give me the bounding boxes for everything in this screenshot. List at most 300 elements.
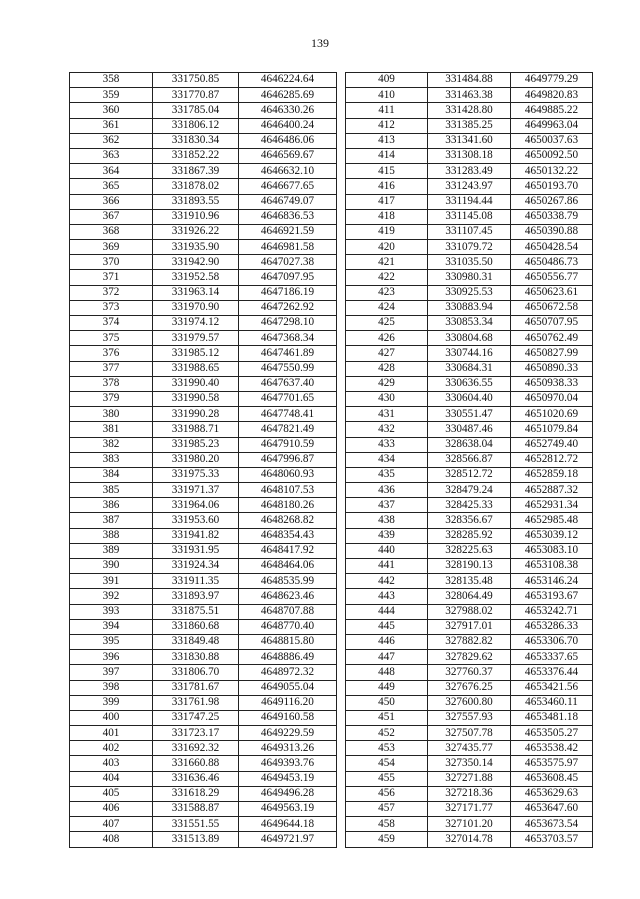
x-coordinate-cell: 330925.53 — [428, 285, 511, 300]
x-coordinate-cell: 331750.85 — [153, 73, 239, 88]
table-row — [346, 802, 593, 817]
y-coordinate-cell: 4653673.54 — [511, 817, 593, 832]
y-coordinate-cell: 4650428.54 — [511, 240, 593, 255]
table-row — [70, 467, 337, 482]
table-row — [346, 756, 593, 771]
y-coordinate-cell: 4649313.26 — [239, 741, 337, 756]
y-coordinate-cell: 4649116.20 — [239, 695, 337, 710]
table-row — [70, 589, 337, 604]
x-coordinate-cell: 330744.16 — [428, 346, 511, 361]
y-coordinate-cell: 4646285.69 — [239, 88, 337, 103]
table-row — [70, 574, 337, 589]
y-coordinate-cell: 4649453.19 — [239, 771, 337, 786]
x-coordinate-cell: 331975.33 — [153, 467, 239, 482]
table-row — [70, 376, 337, 391]
y-coordinate-cell: 4651020.69 — [511, 407, 593, 422]
point-number-cell: 444 — [346, 604, 428, 619]
y-coordinate-cell: 4646569.67 — [239, 148, 337, 163]
x-coordinate-cell: 328135.48 — [428, 574, 511, 589]
table-row — [346, 255, 593, 270]
table-row — [70, 437, 337, 452]
point-number-cell: 426 — [346, 331, 428, 346]
y-coordinate-cell: 4649393.76 — [239, 756, 337, 771]
table-row — [70, 422, 337, 437]
table-row — [346, 543, 593, 558]
table-row — [346, 695, 593, 710]
y-coordinate-cell: 4653421.56 — [511, 680, 593, 695]
y-coordinate-cell: 4650623.61 — [511, 285, 593, 300]
y-coordinate-cell: 4653629.63 — [511, 786, 593, 801]
point-number-cell: 377 — [70, 361, 153, 376]
point-number-cell: 431 — [346, 407, 428, 422]
y-coordinate-cell: 4648464.06 — [239, 559, 337, 574]
point-number-cell: 389 — [70, 543, 153, 558]
table-row — [346, 498, 593, 513]
table-row — [70, 88, 337, 103]
point-number-cell: 427 — [346, 346, 428, 361]
point-number-cell: 387 — [70, 513, 153, 528]
y-coordinate-cell: 4648707.88 — [239, 604, 337, 619]
point-number-cell: 378 — [70, 376, 153, 391]
y-coordinate-cell: 4650672.58 — [511, 300, 593, 315]
point-number-cell: 445 — [346, 619, 428, 634]
x-coordinate-cell: 331852.22 — [153, 148, 239, 163]
table-row — [70, 528, 337, 543]
table-row — [346, 148, 593, 163]
x-coordinate-cell: 331893.97 — [153, 589, 239, 604]
point-number-cell: 410 — [346, 88, 428, 103]
table-row — [346, 559, 593, 574]
table-row — [346, 422, 593, 437]
point-number-cell: 446 — [346, 634, 428, 649]
table-row — [346, 437, 593, 452]
table-row — [70, 695, 337, 710]
y-coordinate-cell: 4647298.10 — [239, 316, 337, 331]
point-number-cell: 435 — [346, 467, 428, 482]
y-coordinate-cell: 4646400.24 — [239, 118, 337, 133]
x-coordinate-cell: 331931.95 — [153, 543, 239, 558]
x-coordinate-cell: 331463.38 — [428, 88, 511, 103]
x-coordinate-cell: 331385.25 — [428, 118, 511, 133]
y-coordinate-cell: 4650970.04 — [511, 391, 593, 406]
point-number-cell: 394 — [70, 619, 153, 634]
table-row — [346, 133, 593, 148]
table-row — [70, 604, 337, 619]
table-row — [346, 361, 593, 376]
x-coordinate-cell: 327350.14 — [428, 756, 511, 771]
y-coordinate-cell: 4649721.97 — [239, 832, 337, 847]
x-coordinate-cell: 331636.46 — [153, 771, 239, 786]
table-row — [346, 589, 593, 604]
table-row — [70, 133, 337, 148]
point-number-cell: 420 — [346, 240, 428, 255]
x-coordinate-cell: 331985.12 — [153, 346, 239, 361]
point-number-cell: 390 — [70, 559, 153, 574]
x-coordinate-cell: 328638.04 — [428, 437, 511, 452]
y-coordinate-cell: 4653039.12 — [511, 528, 593, 543]
table-row — [346, 316, 593, 331]
y-coordinate-cell: 4653575.97 — [511, 756, 593, 771]
coordinates-table-right — [345, 72, 593, 848]
x-coordinate-cell: 331988.65 — [153, 361, 239, 376]
table-row — [346, 376, 593, 391]
table-row — [346, 634, 593, 649]
point-number-cell: 375 — [70, 331, 153, 346]
point-number-cell: 407 — [70, 817, 153, 832]
point-number-cell: 388 — [70, 528, 153, 543]
table-row — [70, 559, 337, 574]
x-coordinate-cell: 331785.04 — [153, 103, 239, 118]
y-coordinate-cell: 4648268.82 — [239, 513, 337, 528]
y-coordinate-cell: 4647637.40 — [239, 376, 337, 391]
point-number-cell: 436 — [346, 483, 428, 498]
x-coordinate-cell: 331875.51 — [153, 604, 239, 619]
y-coordinate-cell: 4647821.49 — [239, 422, 337, 437]
table-row — [70, 361, 337, 376]
point-number-cell: 411 — [346, 103, 428, 118]
x-coordinate-cell: 331806.70 — [153, 665, 239, 680]
point-number-cell: 458 — [346, 817, 428, 832]
point-number-cell: 423 — [346, 285, 428, 300]
y-coordinate-cell: 4648535.99 — [239, 574, 337, 589]
point-number-cell: 454 — [346, 756, 428, 771]
point-number-cell: 401 — [70, 726, 153, 741]
table-row — [70, 786, 337, 801]
x-coordinate-cell: 331990.40 — [153, 376, 239, 391]
x-coordinate-cell: 331849.48 — [153, 634, 239, 649]
table-row — [70, 179, 337, 194]
point-number-cell: 393 — [70, 604, 153, 619]
x-coordinate-cell: 331941.82 — [153, 528, 239, 543]
point-number-cell: 447 — [346, 650, 428, 665]
point-number-cell: 399 — [70, 695, 153, 710]
x-coordinate-cell: 331761.98 — [153, 695, 239, 710]
table-row — [346, 817, 593, 832]
x-coordinate-cell: 331926.22 — [153, 224, 239, 239]
point-number-cell: 422 — [346, 270, 428, 285]
table-row — [70, 634, 337, 649]
table-row — [346, 300, 593, 315]
y-coordinate-cell: 4650707.95 — [511, 316, 593, 331]
x-coordinate-cell: 330636.55 — [428, 376, 511, 391]
y-coordinate-cell: 4646981.58 — [239, 240, 337, 255]
table-row — [346, 118, 593, 133]
y-coordinate-cell: 4649885.22 — [511, 103, 593, 118]
table-row — [70, 741, 337, 756]
table-row — [346, 452, 593, 467]
point-number-cell: 372 — [70, 285, 153, 300]
y-coordinate-cell: 4650827.99 — [511, 346, 593, 361]
x-coordinate-cell: 328425.33 — [428, 498, 511, 513]
x-coordinate-cell: 331747.25 — [153, 710, 239, 725]
y-coordinate-cell: 4653337.65 — [511, 650, 593, 665]
y-coordinate-cell: 4649779.29 — [511, 73, 593, 88]
y-coordinate-cell: 4648815.80 — [239, 634, 337, 649]
point-number-cell: 361 — [70, 118, 153, 133]
x-coordinate-cell: 327557.93 — [428, 710, 511, 725]
table-row — [346, 346, 593, 361]
y-coordinate-cell: 4653538.42 — [511, 741, 593, 756]
point-number-cell: 395 — [70, 634, 153, 649]
y-coordinate-cell: 4653505.27 — [511, 726, 593, 741]
table-row — [346, 574, 593, 589]
y-coordinate-cell: 4649229.59 — [239, 726, 337, 741]
x-coordinate-cell: 328479.24 — [428, 483, 511, 498]
table-row — [70, 391, 337, 406]
point-number-cell: 441 — [346, 559, 428, 574]
point-number-cell: 415 — [346, 164, 428, 179]
point-number-cell: 364 — [70, 164, 153, 179]
table-row — [346, 391, 593, 406]
table-row — [346, 741, 593, 756]
table-row — [70, 650, 337, 665]
x-coordinate-cell: 330980.31 — [428, 270, 511, 285]
table-row — [70, 771, 337, 786]
table-row — [70, 680, 337, 695]
point-number-cell: 432 — [346, 422, 428, 437]
x-coordinate-cell: 330804.68 — [428, 331, 511, 346]
y-coordinate-cell: 4648180.26 — [239, 498, 337, 513]
x-coordinate-cell: 331770.87 — [153, 88, 239, 103]
y-coordinate-cell: 4647186.19 — [239, 285, 337, 300]
point-number-cell: 386 — [70, 498, 153, 513]
point-number-cell: 402 — [70, 741, 153, 756]
x-coordinate-cell: 331988.71 — [153, 422, 239, 437]
point-number-cell: 392 — [70, 589, 153, 604]
x-coordinate-cell: 331980.20 — [153, 452, 239, 467]
y-coordinate-cell: 4647262.92 — [239, 300, 337, 315]
x-coordinate-cell: 327988.02 — [428, 604, 511, 619]
x-coordinate-cell: 331963.14 — [153, 285, 239, 300]
point-number-cell: 369 — [70, 240, 153, 255]
y-coordinate-cell: 4649963.04 — [511, 118, 593, 133]
point-number-cell: 371 — [70, 270, 153, 285]
y-coordinate-cell: 4648972.32 — [239, 665, 337, 680]
y-coordinate-cell: 4647368.34 — [239, 331, 337, 346]
table-row — [346, 285, 593, 300]
point-number-cell: 380 — [70, 407, 153, 422]
point-number-cell: 373 — [70, 300, 153, 315]
table-row — [70, 619, 337, 634]
x-coordinate-cell: 331341.60 — [428, 133, 511, 148]
x-coordinate-cell: 331924.34 — [153, 559, 239, 574]
x-coordinate-cell: 327882.82 — [428, 634, 511, 649]
y-coordinate-cell: 4653193.67 — [511, 589, 593, 604]
table-row — [70, 316, 337, 331]
y-coordinate-cell: 4647097.95 — [239, 270, 337, 285]
point-number-cell: 439 — [346, 528, 428, 543]
y-coordinate-cell: 4653647.60 — [511, 802, 593, 817]
y-coordinate-cell: 4650267.86 — [511, 194, 593, 209]
point-number-cell: 455 — [346, 771, 428, 786]
point-number-cell: 368 — [70, 224, 153, 239]
point-number-cell: 365 — [70, 179, 153, 194]
point-number-cell: 384 — [70, 467, 153, 482]
x-coordinate-cell: 327271.88 — [428, 771, 511, 786]
y-coordinate-cell: 4646486.06 — [239, 133, 337, 148]
table-row — [70, 255, 337, 270]
table-row — [70, 483, 337, 498]
x-coordinate-cell: 327676.25 — [428, 680, 511, 695]
x-coordinate-cell: 331194.44 — [428, 194, 511, 209]
y-coordinate-cell: 4653306.70 — [511, 634, 593, 649]
point-number-cell: 416 — [346, 179, 428, 194]
x-coordinate-cell: 331107.45 — [428, 224, 511, 239]
point-number-cell: 382 — [70, 437, 153, 452]
table-row — [70, 498, 337, 513]
point-number-cell: 434 — [346, 452, 428, 467]
x-coordinate-cell: 327507.78 — [428, 726, 511, 741]
point-number-cell: 425 — [346, 316, 428, 331]
point-number-cell: 459 — [346, 832, 428, 847]
x-coordinate-cell: 328190.13 — [428, 559, 511, 574]
point-number-cell: 396 — [70, 650, 153, 665]
x-coordinate-cell: 331970.90 — [153, 300, 239, 315]
x-coordinate-cell: 331830.34 — [153, 133, 239, 148]
point-number-cell: 449 — [346, 680, 428, 695]
table-row — [70, 148, 337, 163]
point-number-cell: 451 — [346, 710, 428, 725]
point-number-cell: 409 — [346, 73, 428, 88]
x-coordinate-cell: 327014.78 — [428, 832, 511, 847]
point-number-cell: 374 — [70, 316, 153, 331]
y-coordinate-cell: 4650762.49 — [511, 331, 593, 346]
table-row — [346, 619, 593, 634]
table-row — [70, 513, 337, 528]
point-number-cell: 437 — [346, 498, 428, 513]
x-coordinate-cell: 330853.34 — [428, 316, 511, 331]
table-row — [70, 118, 337, 133]
point-number-cell: 405 — [70, 786, 153, 801]
x-coordinate-cell: 331283.49 — [428, 164, 511, 179]
x-coordinate-cell: 331893.55 — [153, 194, 239, 209]
table-row — [346, 88, 593, 103]
x-coordinate-cell: 331079.72 — [428, 240, 511, 255]
table-row — [70, 543, 337, 558]
point-number-cell: 362 — [70, 133, 153, 148]
x-coordinate-cell: 327435.77 — [428, 741, 511, 756]
table-row — [70, 224, 337, 239]
point-number-cell: 398 — [70, 680, 153, 695]
point-number-cell: 452 — [346, 726, 428, 741]
x-coordinate-cell: 331428.80 — [428, 103, 511, 118]
point-number-cell: 404 — [70, 771, 153, 786]
x-coordinate-cell: 330604.40 — [428, 391, 511, 406]
y-coordinate-cell: 4648107.53 — [239, 483, 337, 498]
y-coordinate-cell: 4653608.45 — [511, 771, 593, 786]
table-row — [70, 240, 337, 255]
y-coordinate-cell: 4650890.33 — [511, 361, 593, 376]
y-coordinate-cell: 4649644.18 — [239, 817, 337, 832]
point-number-cell: 367 — [70, 209, 153, 224]
x-coordinate-cell: 331990.28 — [153, 407, 239, 422]
point-number-cell: 376 — [70, 346, 153, 361]
table-row — [346, 650, 593, 665]
table-row — [346, 467, 593, 482]
x-coordinate-cell: 330684.31 — [428, 361, 511, 376]
x-coordinate-cell: 331308.18 — [428, 148, 511, 163]
point-number-cell: 414 — [346, 148, 428, 163]
point-number-cell: 412 — [346, 118, 428, 133]
point-number-cell: 442 — [346, 574, 428, 589]
y-coordinate-cell: 4653286.33 — [511, 619, 593, 634]
point-number-cell: 440 — [346, 543, 428, 558]
y-coordinate-cell: 4647996.87 — [239, 452, 337, 467]
x-coordinate-cell: 328225.63 — [428, 543, 511, 558]
y-coordinate-cell: 4653242.71 — [511, 604, 593, 619]
x-coordinate-cell: 327218.36 — [428, 786, 511, 801]
point-number-cell: 397 — [70, 665, 153, 680]
y-coordinate-cell: 4647461.89 — [239, 346, 337, 361]
y-coordinate-cell: 4649160.58 — [239, 710, 337, 725]
point-number-cell: 417 — [346, 194, 428, 209]
x-coordinate-cell: 331964.06 — [153, 498, 239, 513]
x-coordinate-cell: 328064.49 — [428, 589, 511, 604]
y-coordinate-cell: 4646749.07 — [239, 194, 337, 209]
table-row — [346, 240, 593, 255]
table-row — [70, 285, 337, 300]
y-coordinate-cell: 4653083.10 — [511, 543, 593, 558]
x-coordinate-cell: 331723.17 — [153, 726, 239, 741]
table-row — [346, 680, 593, 695]
table-row — [346, 832, 593, 847]
x-coordinate-cell: 331781.67 — [153, 680, 239, 695]
y-coordinate-cell: 4653460.11 — [511, 695, 593, 710]
x-coordinate-cell: 328566.87 — [428, 452, 511, 467]
x-coordinate-cell: 327600.80 — [428, 695, 511, 710]
x-coordinate-cell: 331860.68 — [153, 619, 239, 634]
y-coordinate-cell: 4646677.65 — [239, 179, 337, 194]
point-number-cell: 430 — [346, 391, 428, 406]
table-row — [346, 710, 593, 725]
point-number-cell: 379 — [70, 391, 153, 406]
y-coordinate-cell: 4646224.64 — [239, 73, 337, 88]
table-row — [346, 103, 593, 118]
point-number-cell: 400 — [70, 710, 153, 725]
x-coordinate-cell: 331910.96 — [153, 209, 239, 224]
y-coordinate-cell: 4647027.38 — [239, 255, 337, 270]
y-coordinate-cell: 4650390.88 — [511, 224, 593, 239]
point-number-cell: 421 — [346, 255, 428, 270]
y-coordinate-cell: 4650338.79 — [511, 209, 593, 224]
x-coordinate-cell: 331588.87 — [153, 802, 239, 817]
y-coordinate-cell: 4653376.44 — [511, 665, 593, 680]
x-coordinate-cell: 331692.32 — [153, 741, 239, 756]
x-coordinate-cell: 331243.97 — [428, 179, 511, 194]
y-coordinate-cell: 4652931.34 — [511, 498, 593, 513]
x-coordinate-cell: 331911.35 — [153, 574, 239, 589]
table-row — [70, 103, 337, 118]
table-row — [346, 224, 593, 239]
y-coordinate-cell: 4649496.28 — [239, 786, 337, 801]
point-number-cell: 450 — [346, 695, 428, 710]
y-coordinate-cell: 4646836.53 — [239, 209, 337, 224]
point-number-cell: 385 — [70, 483, 153, 498]
y-coordinate-cell: 4650092.50 — [511, 148, 593, 163]
point-number-cell: 391 — [70, 574, 153, 589]
table-row — [346, 331, 593, 346]
point-number-cell: 359 — [70, 88, 153, 103]
y-coordinate-cell: 4650193.70 — [511, 179, 593, 194]
table-row — [70, 194, 337, 209]
x-coordinate-cell: 331974.12 — [153, 316, 239, 331]
x-coordinate-cell: 331806.12 — [153, 118, 239, 133]
x-coordinate-cell: 330883.94 — [428, 300, 511, 315]
y-coordinate-cell: 4649820.83 — [511, 88, 593, 103]
table-row — [70, 756, 337, 771]
y-coordinate-cell: 4648354.43 — [239, 528, 337, 543]
table-row — [70, 817, 337, 832]
